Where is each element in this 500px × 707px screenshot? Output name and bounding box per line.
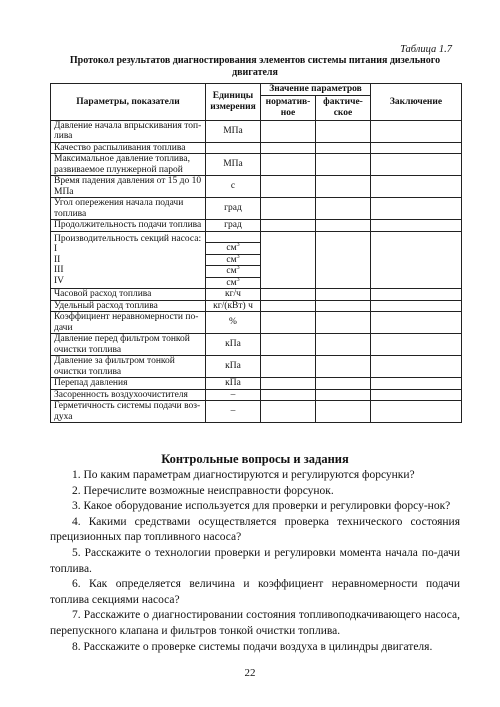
question-item: 8. Расскажите о проверке системы подачи воздуха в цилиндры двигателя.: [72, 640, 433, 653]
unit-cell: [206, 231, 261, 289]
table-row: [51, 312, 462, 334]
unit-cell: град: [206, 220, 261, 232]
header-values-group: Значение параметров: [261, 84, 371, 96]
actual-cell: [316, 154, 371, 176]
actual-cell: [316, 334, 371, 356]
capacity-section-label: I: [54, 244, 58, 254]
conclusion-cell: [371, 356, 462, 378]
param-cell: Коэффициент неравномерности по-дачи: [51, 312, 206, 334]
header-units: Единицы измерения: [206, 84, 261, 121]
actual-cell: [316, 389, 371, 401]
table-row: [51, 198, 462, 220]
param-cell: Угол опережения начала подачи топлива: [51, 198, 206, 220]
protocol-table: [50, 83, 462, 423]
param-cell: Перепад давления: [51, 378, 206, 390]
normative-cell: [261, 378, 316, 390]
header-conclusion: Заключение: [371, 84, 462, 121]
capacity-unit: [206, 278, 260, 289]
table-row: [51, 378, 462, 390]
unit-cell: –: [206, 401, 261, 423]
conclusion-cell: [371, 154, 462, 176]
capacity-section-label: II: [54, 254, 61, 265]
table-row: [51, 334, 462, 356]
conclusion-cell: [371, 120, 462, 142]
capacity-unit: [206, 243, 260, 255]
param-cell: Герметичность системы подачи воз-духа: [51, 401, 206, 423]
page-number: 22: [244, 667, 256, 679]
actual-cell: [316, 220, 371, 232]
actual-cell: [316, 356, 371, 378]
normative-cell: [261, 289, 316, 301]
param-cell: Удельный расход топлива: [51, 300, 206, 312]
capacity-unit: [206, 255, 260, 267]
normative-cell: [261, 220, 316, 232]
unit-cell: МПа: [206, 154, 261, 176]
normative-cell: [261, 300, 316, 312]
unit-exp: 3: [236, 241, 240, 248]
table-row-capacity: [51, 231, 462, 289]
conclusion-cell: [371, 378, 462, 390]
question-item: 2. Перечислите возможные неисправности форсунок.: [72, 484, 334, 497]
actual-cell: [316, 231, 371, 289]
question-item: 4. Какими средствами осуществляется проверка технического состояния прецизионных пар топливного насоса?: [50, 515, 460, 544]
unit-cell: кПа: [206, 356, 261, 378]
table-row: [51, 142, 462, 154]
question-item: 5. Расскажите о технологии проверки и регулировки момента начала по-дачи топлива.: [50, 546, 460, 575]
normative-cell: [261, 356, 316, 378]
normative-cell: [261, 401, 316, 423]
conclusion-cell: [371, 312, 462, 334]
normative-cell: [261, 312, 316, 334]
unit-cell: град: [206, 198, 261, 220]
header-parameters: Параметры, показатели: [51, 84, 206, 121]
param-cell: Часовой расход топлива: [51, 289, 206, 301]
unit-cell: кПа: [206, 334, 261, 356]
table-row: [51, 356, 462, 378]
conclusion-cell: [371, 334, 462, 356]
conclusion-cell: [371, 176, 462, 198]
actual-cell: [316, 142, 371, 154]
conclusion-cell: [371, 220, 462, 232]
section-title: Контрольные вопросы и задания: [161, 452, 349, 466]
table-row: [51, 389, 462, 401]
param-cell: Давление начала впрыскивания топ-лива: [51, 120, 206, 142]
header-normative: норматив-ное: [261, 95, 316, 120]
table-row: [51, 300, 462, 312]
table-row: [51, 120, 462, 142]
unit-exp: 3: [236, 264, 240, 271]
actual-cell: [316, 312, 371, 334]
param-cell: Давление за фильтром тонкой очистки топлива: [51, 356, 206, 378]
param-cell: Давление перед фильтром тонкой очистки топлива: [51, 334, 206, 356]
normative-cell: [261, 389, 316, 401]
table-title: Протокол результатов диагностирования элементов системы питания дизельного двигателя: [69, 55, 441, 78]
param-cell: Продолжительность подачи топлива: [51, 220, 206, 232]
unit-base: см: [226, 277, 237, 288]
table-row: [51, 401, 462, 423]
unit-cell: [206, 142, 261, 154]
actual-cell: [316, 401, 371, 423]
param-cell: Максимальное давление топлива, развиваемое плунжерной парой: [51, 154, 206, 176]
unit-base: см: [226, 254, 237, 265]
table-row: [51, 289, 462, 301]
unit-base: см: [226, 243, 237, 253]
normative-cell: [261, 154, 316, 176]
actual-cell: [316, 289, 371, 301]
param-cell: [51, 231, 206, 289]
actual-cell: [316, 300, 371, 312]
conclusion-cell: [371, 142, 462, 154]
actual-cell: [316, 176, 371, 198]
unit-exp: 3: [236, 253, 240, 260]
conclusion-cell: [371, 401, 462, 423]
table-body: [51, 120, 462, 423]
unit-blank: [206, 232, 260, 244]
actual-cell: [316, 120, 371, 142]
actual-cell: [316, 378, 371, 390]
capacity-unit: [206, 266, 260, 278]
unit-cell: %: [206, 312, 261, 334]
table-row: [51, 154, 462, 176]
normative-cell: [261, 334, 316, 356]
param-cell: Засоренность воздухоочистителя: [51, 389, 206, 401]
capacity-section-label: III: [54, 265, 64, 275]
table-row: [51, 220, 462, 232]
capacity-heading: Производительность секций насоса:: [54, 233, 202, 244]
unit-cell: –: [206, 389, 261, 401]
unit-cell: кг/ч: [206, 289, 261, 301]
question-item: 1. По каким параметрам диагностируются и регулируются форсунки?: [72, 469, 415, 481]
param-cell: Время падения давления от 15 до 10 МПа: [51, 176, 206, 198]
conclusion-cell: [371, 198, 462, 220]
conclusion-cell: [371, 300, 462, 312]
normative-cell: [261, 198, 316, 220]
unit-cell: с: [206, 176, 261, 198]
unit-cell: кг/(кВт) ч: [206, 300, 261, 312]
normative-cell: [261, 231, 316, 289]
param-cell: Качество распыливания топлива: [51, 142, 206, 154]
question-item: 7. Расскажите о диагностировании состояния топливоподкачивающего насоса, перепускного клапана и фильтров тонкой очистки топлива.: [50, 609, 460, 637]
unit-cell: кПа: [206, 378, 261, 390]
actual-cell: [316, 198, 371, 220]
table-label: Таблица 1.7: [400, 44, 452, 55]
conclusion-cell: [371, 231, 462, 289]
conclusion-cell: [371, 389, 462, 401]
header-actual: фактиче-ское: [316, 95, 371, 120]
table-row: [51, 176, 462, 198]
unit-cell: МПа: [206, 120, 261, 142]
conclusion-cell: [371, 289, 462, 301]
capacity-section-label: IV: [54, 275, 65, 286]
unit-exp: 3: [236, 276, 240, 283]
normative-cell: [261, 120, 316, 142]
questions-list: [50, 468, 460, 655]
question-item: 6. Как определяется величина и коэффициент неравномерности подачи топлива секциями насоса?: [50, 578, 460, 606]
unit-base: см: [226, 266, 237, 276]
question-item: 3. Какое оборудование используется для проверки и регулировки форсу-нок?: [72, 500, 451, 513]
normative-cell: [261, 142, 316, 154]
normative-cell: [261, 176, 316, 198]
